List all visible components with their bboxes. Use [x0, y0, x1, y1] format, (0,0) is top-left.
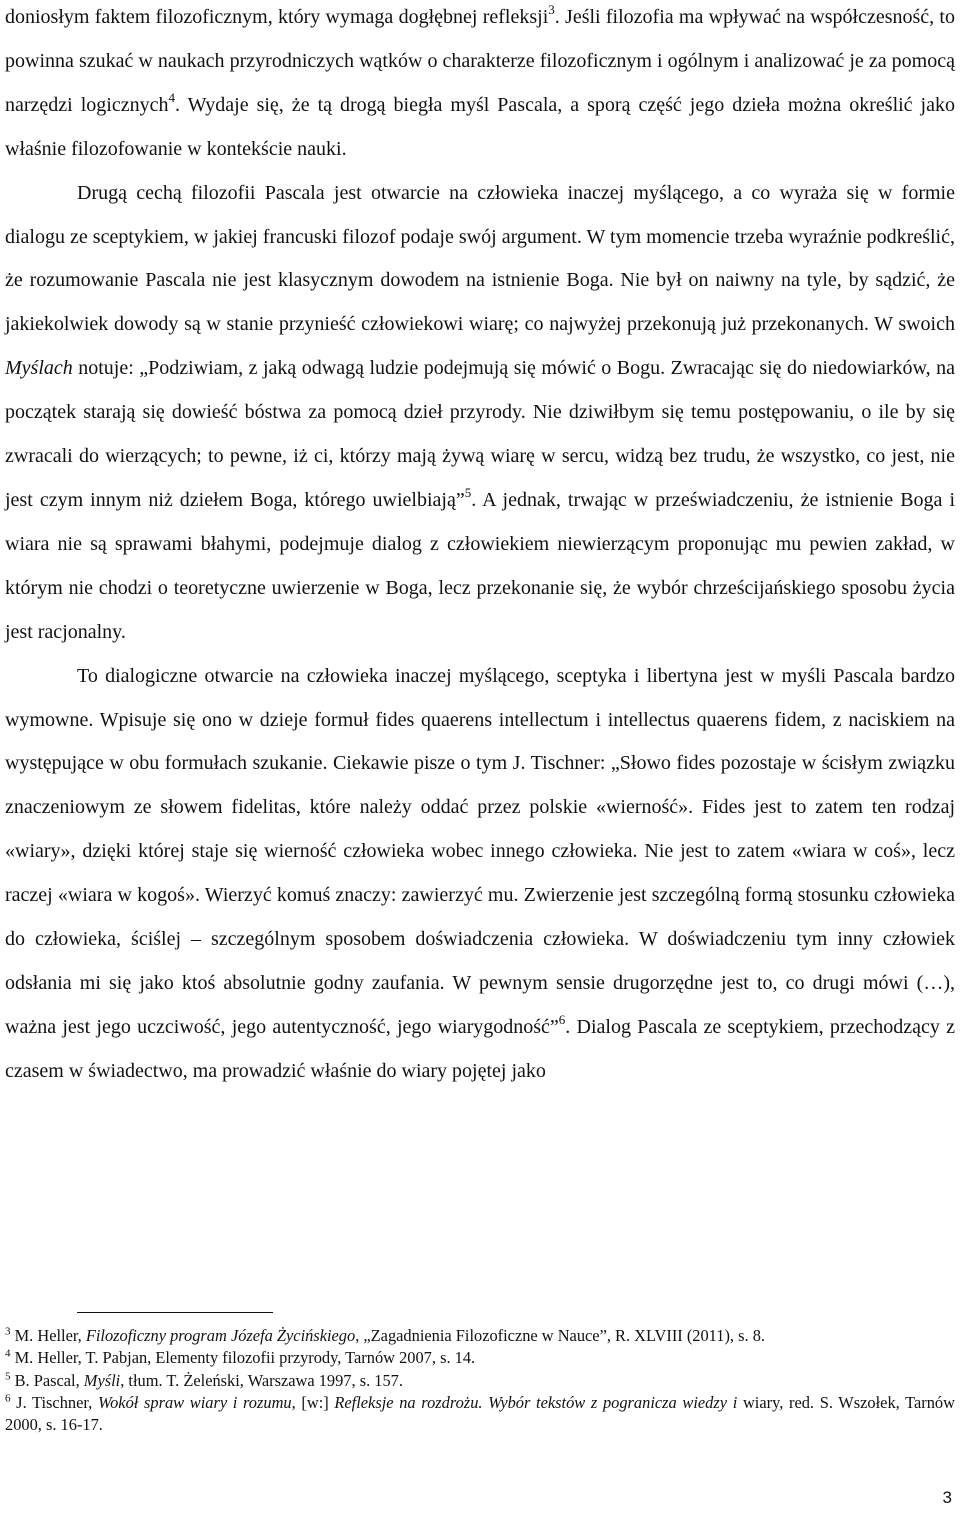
italic-title: Refleksje na rozdrożu. Wybór tekstów z pogranicza wiedzy i: [334, 1392, 738, 1412]
footnote-separator: [77, 1312, 273, 1313]
footnote-number: 5: [5, 1370, 11, 1383]
footnote-ref-3: 3: [548, 2, 555, 18]
text-run: . A jednak, trwając w przeświadczeniu, że istnienie Boga i wiara nie są sprawami błahymi, podejmuje dialog z człowiekiem niewierzącym proponując mu pewien zakład, w którym nie chodzi o teoretyczne uwierzenie w Boga, lecz przekonanie się, że wybór chrześcijańskiego sposobu życia jest racjonalny.: [5, 488, 956, 643]
footnote-number: 3: [5, 1325, 11, 1338]
italic-title: Filozoficzny program Józefa Życińskiego: [85, 1326, 356, 1345]
text-run: To dialogiczne otwarcie na człowieka inaczej myślącego, sceptyka i libertyna jest w myśli Pascala bardzo wymowne. Wpisuje się ono w dzieje formuł fides quaerens intellectum i intellectus quaerens fidem, z naciskiem na występujące w obu formułach szukanie. Ciekawie pisze o tym J. Tischner: „Słowo fides pozostaje w ścisłym związku znaczeniowym ze słowem fidelitas, które należy oddać przez polskie «wierność». Fides jest to zatem ten rodzaj «wiary», dzięki której staje się wierność człowieka wobec innego człowieka. Nie jest to zatem «wiara w coś», lecz raczej «wiara w kogoś». Wierzyć komuś znaczy: zawierzyć mu. Zwierzenie jest szczególną formą stosunku człowieka do człowieka, ściślej – szczególnym sposobem doświadczenia człowieka. W doświadczeniu tym inny człowiek odsłania mi się jako ktoś absolutnie godny zaufania. W pewnym sensie drugorzędne jest to, co drugi mówi (…), ważna jest jego uczciwość, jego autentyczność, jego wiarygodność”: [5, 664, 955, 1038]
footnote-3: [5, 1325, 955, 1347]
italic-title: Myślach: [5, 357, 73, 380]
footnote-ref-5: 5: [464, 485, 472, 501]
text-run: doniosłym faktem filozoficznym, który wymaga dogłębnej refleksji: [5, 6, 549, 28]
text-run: B. Pascal,: [10, 1370, 84, 1390]
footnote-number: 4: [5, 1347, 11, 1360]
text-run: M. Heller,: [10, 1326, 86, 1345]
main-text: [5, 0, 955, 1094]
footnote-ref-6: 6: [558, 1012, 566, 1028]
footnote-5: [5, 1370, 955, 1392]
text-run: Drugą cechą filozofii Pascala jest otwarcie na człowieka inaczej myślącego, a co wyraża się w formie dialogu ze sceptykiem, w jakiej francuski filozof podaje swój argument. W tym momencie trzeba wyraźnie podkreślić, że rozumowanie Pascala nie jest klasycznym dowodem na istnienie Boga. Nie był on naiwny na tyle, by sądzić, że jakiekolwiek dowody są w stanie przynieść człowiekowi wiarę; co najwyżej przekonują już przekonanych. W swoich: [5, 181, 955, 336]
text-run: . Wydaje się, że tą drogą biegła myśl Pascala, a sporą część jego dzieła można określić jako właśnie filozofowanie w kontekście nauki.: [5, 93, 955, 160]
text-run: J. Tischner,: [10, 1392, 98, 1412]
italic-title: Myśli: [83, 1370, 121, 1390]
italic-title: Wokół spraw wiary i rozumu: [97, 1392, 292, 1412]
paragraph-1: [5, 0, 955, 172]
document-page: [5, 0, 955, 1098]
paragraph-3: [5, 655, 955, 1094]
paragraph-2: [5, 172, 955, 655]
footnote-number: 6: [5, 1392, 11, 1405]
text-run: , tłum. T. Żeleński, Warszawa 1997, s. 157.: [120, 1370, 403, 1390]
text-run: M. Heller, T. Pabjan, Elementy filozofii przyrody, Tarnów 2007, s. 14.: [10, 1348, 476, 1368]
footnotes: [5, 1325, 955, 1436]
footnote-ref-4: 4: [168, 90, 175, 106]
footnote-4: [5, 1347, 955, 1369]
page-number: 3: [942, 1488, 952, 1507]
text-run: . Dialog Pascala ze sceptykiem, przechodzący z czasem w świadectwo, ma prowadzić właśnie do wiary pojętej jako: [5, 1015, 955, 1082]
text-run: , „Zagadnienia Filozoficzne w Nauce”, R. XLVIII (2011), s. 8.: [355, 1326, 765, 1345]
text-run: wiary, red. S. Wszołek, Tarnów 2000, s. 16-17.: [5, 1392, 955, 1435]
footnote-6: [5, 1392, 955, 1437]
text-run: . Jeśli filozofia ma wpływać na współczesność, to powinna szukać w naukach przyrodniczych wątków o charakterze filozoficznym i ogólnym i analizować je za pomocą narzędzi logicznych: [5, 6, 955, 116]
text-run: , [w:]: [291, 1392, 335, 1412]
text-run: notuje: „Podziwiam, z jaką odwagą ludzie podejmują się mówić o Bogu. Zwracając się do niedowiarków, na początek starają się dowieść bóstwa za pomocą dzieł przyrody. Nie dziwiłbym się temu postępowaniu, o ile by się zwracali do wierzących; to pewne, iż ci, którzy mają żywą wiarę w sercu, widzą bez trudu, że wszystko, co jest, nie jest czym innym niż dziełem Boga, którego uwielbiają”: [5, 357, 955, 511]
